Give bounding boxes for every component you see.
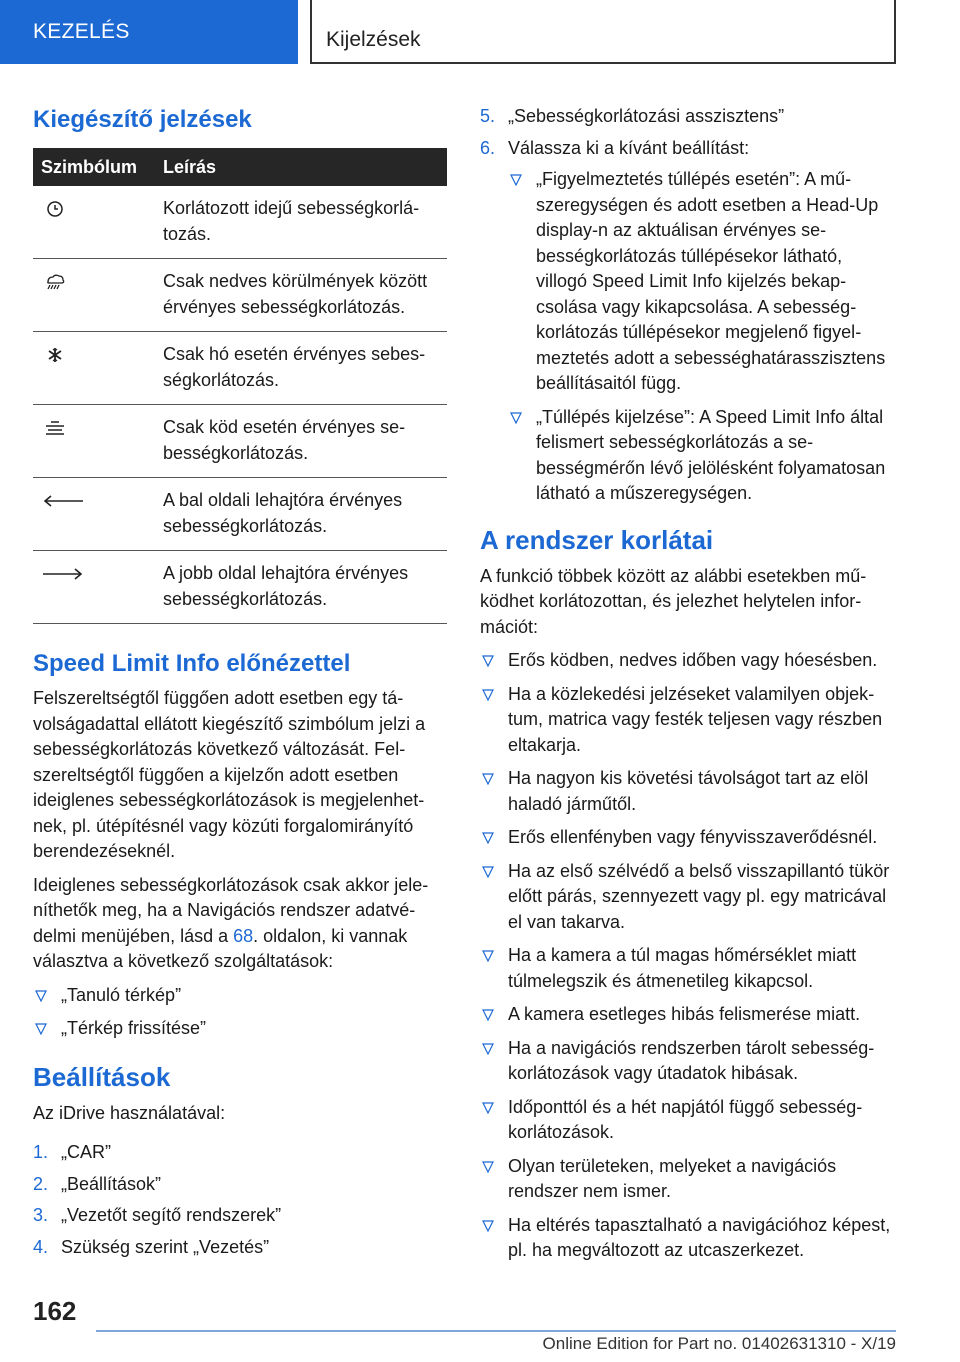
table-row	[33, 186, 447, 259]
list-item: 5. „Sebességkorlátozási asszisztens”	[480, 106, 785, 126]
left-column	[33, 96, 447, 1266]
list-item: Ha a kamera a túl magas hőmérséklet miatt túlmelegszik és átmenetileg kikapcsol.	[480, 943, 896, 994]
service-list	[33, 983, 447, 1042]
system-limits-heading: A rendszer korlátai	[480, 524, 714, 555]
list-item: Erős ellenfényben vagy fényvisszaverődésnél.	[480, 825, 896, 851]
list-item: „Figyelmeztetés túllépés esetén”: A műszeregységen és adott esetben a Head-Up display-n az aktuálisan érvényes sebességkorlátozás túllépésekor látható, villogó Speed Limit Info kijelzés bekapcsolása vagy kikapcsolása. A sebességkorlátozás túllépésekor megjelenő figyelmeztetés adott a sebességhatárasszisztens beállításaitól függ.	[508, 167, 896, 397]
table-cell-description: Csak hó esetén érvényes sebességkorlátozás.	[155, 332, 447, 405]
triangle-bullet-icon	[482, 655, 494, 667]
triangle-bullet-icon	[482, 866, 494, 878]
settings-steps-continued	[480, 104, 896, 161]
list-item: 1. „CAR”	[33, 1142, 111, 1162]
edition-footer: Online Edition for Part no. 01402631310 - X/19	[542, 1334, 896, 1353]
list-item: Ha a navigációs rendszerben tárolt sebességkorlátozások vagy útadatok hibásak.	[480, 1036, 896, 1087]
table-row	[33, 551, 447, 624]
triangle-bullet-icon	[482, 1043, 494, 1055]
table-row	[33, 259, 447, 332]
fog-icon	[41, 419, 69, 437]
supplementary-signs-heading: Kiegészítő jelzések	[33, 106, 252, 133]
table-row	[33, 478, 447, 551]
triangle-bullet-icon	[35, 1023, 47, 1035]
rain-cloud-icon	[41, 273, 69, 291]
triangle-bullet-icon	[482, 773, 494, 785]
table-cell-description: Korlátozott idejű sebességkorlátozás.	[155, 186, 447, 259]
triangle-bullet-icon	[482, 1220, 494, 1232]
triangle-bullet-icon	[482, 832, 494, 844]
list-item: Erős ködben, nedves időben vagy hóesésben.	[480, 648, 896, 674]
table-cell-description: Csak nedves körülmények között érvényes sebességkorlátozás.	[155, 259, 447, 332]
list-item: „Túllépés kijelzése”: A Speed Limit Info által felismert sebességkorlátozás a sebességmérőn lévő jelölésként folyamatosan látható a műszeregységen.	[508, 405, 896, 507]
list-item: „Tanuló térkép”	[33, 983, 447, 1009]
settings-steps	[33, 1140, 447, 1260]
symbol-table	[33, 148, 447, 624]
triangle-bullet-icon	[482, 689, 494, 701]
triangle-bullet-icon	[482, 1161, 494, 1173]
triangle-bullet-icon	[482, 1102, 494, 1114]
list-item: Ha eltérés tapasztalható a navigációhoz képest, pl. ha megváltozott az utcaszerkezet.	[480, 1213, 896, 1264]
list-item: Ha a közlekedési jelzéseket valamilyen objektum, matrica vagy festék teljesen vagy részben eltakarja.	[480, 682, 896, 759]
limits-list	[480, 648, 896, 1264]
column-header-symbol: Szimbólum	[33, 148, 155, 186]
footer-divider	[96, 1330, 896, 1332]
page-number: 162	[33, 1296, 77, 1326]
list-item: Olyan területeken, melyeket a navigációs rendszer nem ismer.	[480, 1154, 896, 1205]
settings-intro: Az iDrive használatával:	[33, 1102, 226, 1123]
section-tab: KEZELÉS	[0, 0, 298, 64]
list-item: 6. Válassza ki a kívánt beállítást:	[480, 137, 750, 158]
list-item: „Térkép frissítése”	[33, 1016, 447, 1042]
table-cell-description: A jobb oldal lehajtóra érvényes sebességkorlátozás.	[155, 551, 447, 624]
preview-paragraph: Felszereltségtől függően adott esetben egy távolságadattal ellátott kiegészítő szimbólum jelzi a sebességkorlátozás következő változását. Felszereltségtől függően a kijelzőn adott esetben ideiglenes sebességkorlátozások is megjelenhetnek, pl. útépítésnél vagy közúti forgalomirányító berendezéseknél.	[33, 688, 426, 861]
page-reference-link[interactable]: 68	[233, 925, 254, 946]
option-list	[508, 167, 896, 507]
snowflake-icon	[41, 346, 69, 364]
table-cell-description: Csak köd esetén érvényes sebességkorlátozás.	[155, 405, 447, 478]
table-cell-description: A bal oldali lehajtóra érvényes sebességkorlátozás.	[155, 478, 447, 551]
speed-limit-preview-heading: Speed Limit Info előnézettel	[33, 650, 351, 677]
triangle-bullet-icon	[35, 990, 47, 1002]
triangle-bullet-icon	[482, 950, 494, 962]
table-row	[33, 332, 447, 405]
triangle-bullet-icon	[510, 412, 522, 424]
arrow-left-icon	[41, 492, 85, 510]
list-item: A kamera esetleges hibás felismerése miatt.	[480, 1002, 896, 1028]
chapter-title: Kijelzések	[326, 28, 421, 51]
list-item: 4. Szükség szerint „Vezetés”	[33, 1236, 270, 1257]
list-item: 2. „Beállítások”	[33, 1173, 162, 1194]
chapter-header	[310, 0, 896, 64]
list-item: 3. „Vezetőt segítő rendszerek”	[33, 1205, 282, 1225]
triangle-bullet-icon	[510, 174, 522, 186]
column-header-description: Leírás	[155, 148, 447, 186]
list-item: Ha az első szélvédő a belső visszapillantó tükör előtt párás, szennyezett vagy pl. egy matricával el van takarva.	[480, 859, 896, 936]
preview-paragraph-2: Ideiglenes sebességkorlátozások csak akkor jeleníthetők meg, ha a Navigációs rendszer adatvédelmi menüjében, lásd a 68. oldalon, ki vannak választva a következő szolgáltatások:	[33, 874, 429, 971]
list-item: Ha nagyon kis követési távolságot tart az elöl haladó járműtől.	[480, 766, 896, 817]
arrow-right-icon	[41, 565, 85, 583]
triangle-bullet-icon	[482, 1009, 494, 1021]
limits-intro: A funkció többek között az alábbi esetekben működhet korlátozottan, és jelezhet helytelen információt:	[480, 565, 867, 637]
settings-heading: Beállítások	[33, 1061, 171, 1092]
clock-icon	[41, 200, 69, 218]
list-item: Időponttól és a hét napjától függő sebességkorlátozások.	[480, 1095, 896, 1146]
right-column	[480, 96, 896, 1272]
table-row	[33, 405, 447, 478]
